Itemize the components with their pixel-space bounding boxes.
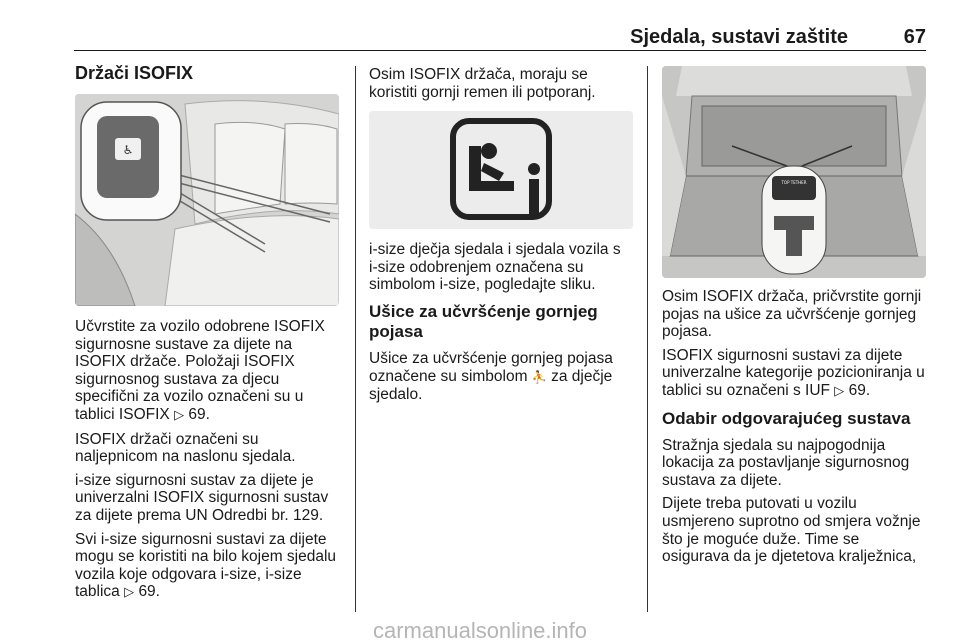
header-title: Sjedala, sustavi zaštite — [630, 26, 848, 48]
column-divider — [355, 66, 356, 612]
watermark: carmanualsonline.info — [372, 618, 588, 643]
paragraph: Učvrstite za vozilo odobrene ISOFIX sigurnosne sustave za dijete na ISOFIX držače. Položaji ISOFIX sigurnosnog sustava za djecu specifični za vozilo označeni su u tablici ISOFIX ▷ 69. — [75, 318, 325, 423]
paragraph: ISOFIX sigurnosni sustavi za dijete univerzalne kategorije pozicioniranja u tablici su označeni s IUF ▷ 69. — [662, 346, 925, 399]
paragraph: Osim ISOFIX držača, pričvrstite gornji pojas na ušice za učvršćenje gornjeg pojasa. — [662, 288, 922, 341]
paragraph: Svi i-size sigurnosni sustavi za dijete mogu se koristiti na bilo kojem sjedalu vozila koje odgovara i-size, i-size tablica ▷ 69. — [75, 530, 337, 601]
svg-text:♿: ♿ — [122, 143, 134, 157]
i-size-symbol-illustration — [369, 111, 633, 229]
paragraph: Ušice za učvršćenje gornjeg pojasa označene su simbolom ⛹ za dječje sjedalo. — [369, 349, 613, 404]
page-number: 67 — [903, 26, 926, 48]
trunk-top-tether-illustration — [662, 66, 926, 278]
column-2 — [369, 66, 633, 410]
page-ref-arrow-icon: ▷ — [834, 383, 845, 399]
paragraph: i-size dječja sjedala i sjedala vozila s i-size odobrenjem označena su simbolom i-size, pogledajte sliku. — [369, 241, 621, 294]
paragraph: Osim ISOFIX držača, moraju se koristiti gornji remen ili potporanj. — [369, 66, 596, 101]
page-ref-arrow-icon: ▷ — [124, 585, 135, 601]
paragraph: Dijete treba putovati u vozilu usmjereno suprotno od smjera vožnje što je moguće duže. Time se osigurava da je djetetova kralježnica, — [662, 495, 921, 566]
paragraph: ISOFIX držači označeni su naljepnicom na naslonu sjedala. — [75, 430, 296, 466]
paragraph: Stražnja sjedala su najpogodnija lokacija za postavljanje sigurnosnog sustava za dijete. — [662, 436, 910, 489]
paragraph: i-size sigurnosni sustav za dijete je univerzalni ISOFIX sigurnosni sustav za dijete prema UN Odredbi br. 129. — [75, 471, 329, 524]
section-heading-isofix: Držači ISOFIX — [75, 63, 194, 83]
page-ref-arrow-icon: ▷ — [174, 407, 185, 423]
child-seat-icon: ⛹ — [531, 369, 547, 384]
top-tether-label: TOP TETHER — [781, 180, 807, 185]
section-heading-top-tether: Ušice za učvršćenje gornjeg pojasa — [369, 301, 598, 341]
column-1 — [75, 62, 343, 608]
page-header — [74, 26, 926, 51]
section-heading-selection: Odabir odgovarajućeg sustava — [662, 408, 911, 428]
column-3 — [662, 66, 926, 572]
rear-seat-isofix-illustration — [75, 94, 339, 306]
column-divider — [647, 66, 648, 612]
